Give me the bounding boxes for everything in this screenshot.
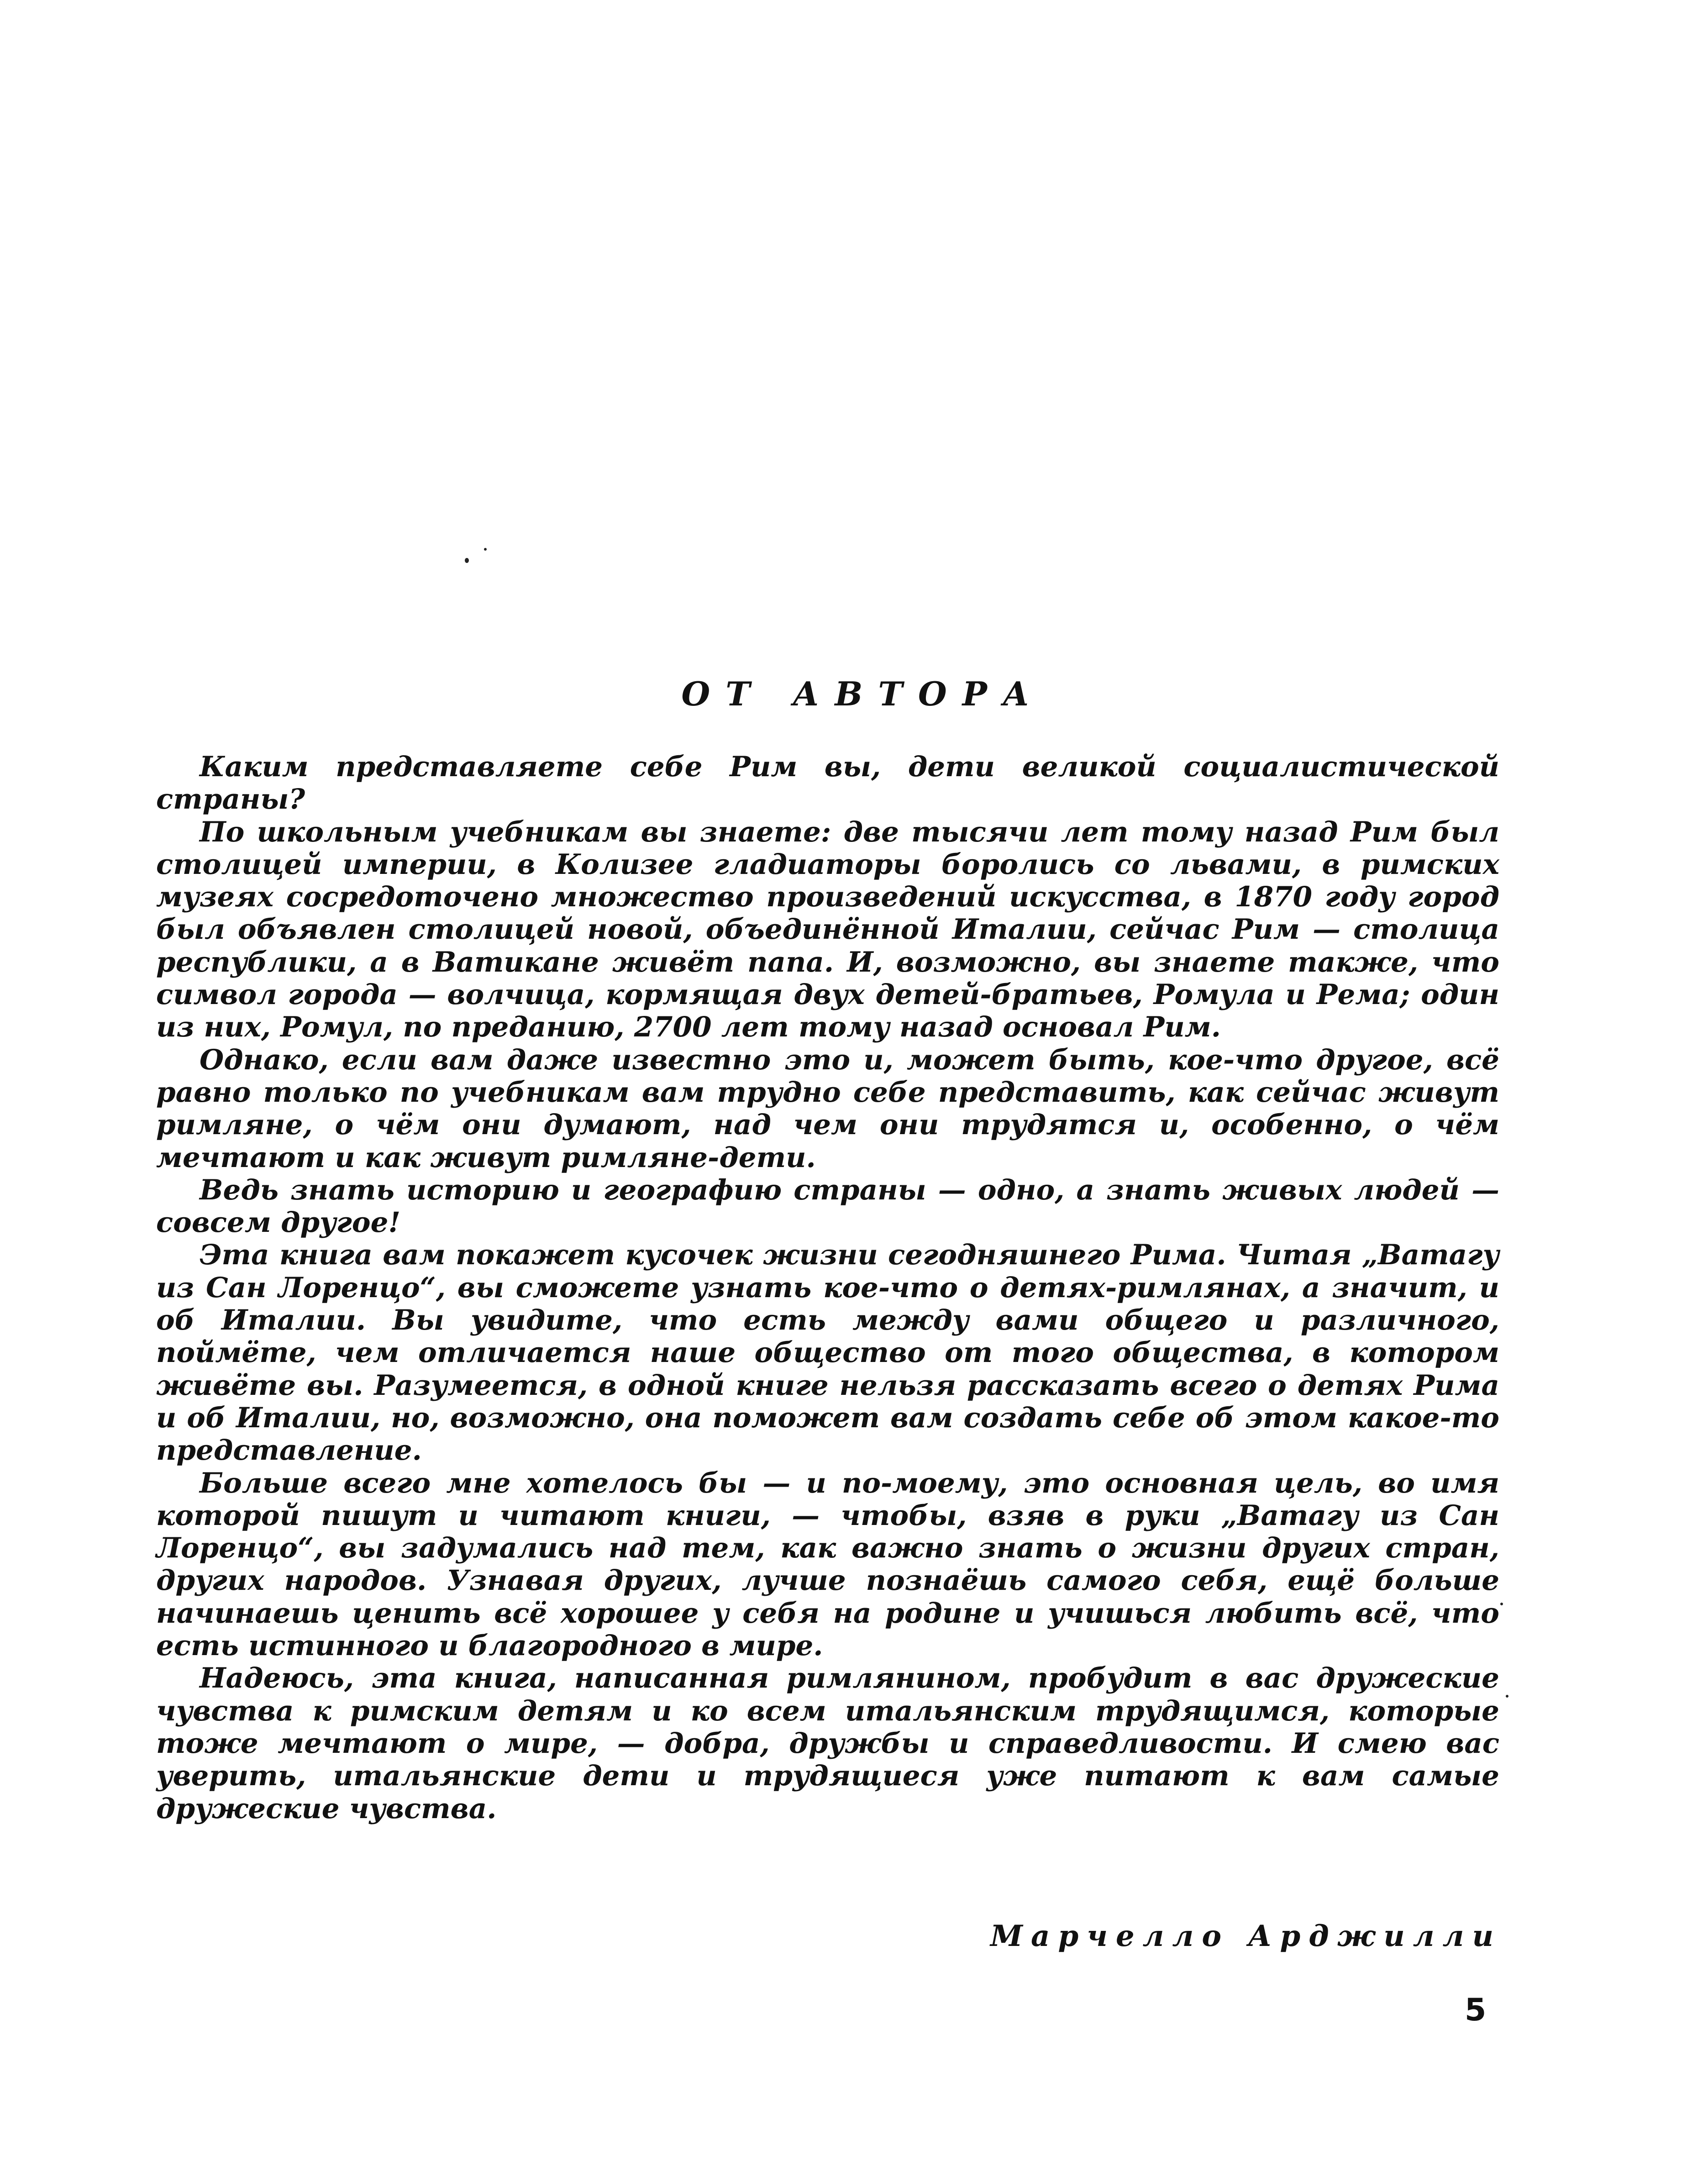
paragraph: Однако, если вам даже известно это и, может быть, кое-что другое, всё равно только по учебникам вам трудно себе представить, как сейчас живут римляне, о чём они думают, над чем они трудятся и, особенно, о чём мечтают и как живут римляне-дети. xyxy=(156,1043,1499,1174)
print-speck xyxy=(484,548,487,551)
page-number: 5 xyxy=(1465,1992,1487,2028)
paragraph: Надеюсь, эта книга, написанная римлянином, пробудит в вас дружеские чувства к римским детям и ко всем итальянским трудящимся, которые тоже мечтают о мире, — добра, дружбы и справедливости. И смею вас уверить, итальянские дети и трудящиеся уже питают к вам самые дружеские чувства. xyxy=(156,1662,1499,1825)
paragraph: Каким представляете себе Рим вы, дети великой социалистической страны? xyxy=(156,751,1499,816)
print-speck xyxy=(465,558,469,563)
section-title: ОТ АВТОРА xyxy=(681,674,1045,713)
foreword-text xyxy=(156,751,1499,1825)
print-speck xyxy=(1506,1695,1508,1698)
print-speck xyxy=(1500,1603,1503,1605)
author-signature: Марчелло Арджилли xyxy=(990,1919,1502,1953)
paragraph: По школьным учебникам вы знаете: две тысячи лет тому назад Рим был столицей империи, в Колизее гладиаторы боролись со львами, в римских музеях сосредоточено множество произведений искусства, в 1870 году город был объявлен столицей новой, объединённой Италии, сейчас Рим — столица республики, а в Ватикане живёт папа. И, возможно, вы знаете также, что символ города — волчица, кормящая двух детей-братьев, Ромула и Рема; один из них, Ромул, по преданию, 2700 лет тому назад основал Рим. xyxy=(156,815,1499,1044)
paragraph: Больше всего мне хотелось бы — и по-моему, это основная цель, во имя которой пишут и читают книги, — чтобы, взяв в руки „Ватагу из Сан Лоренцо“, вы задумались над тем, как важно знать о жизни других стран, других народов. Узнавая других, лучше познаёшь самого себя, ещё больше начинаешь ценить всё хорошее у себя на родине и учишься любить всё, что есть истинного и благородного в мире. xyxy=(156,1467,1499,1662)
paragraph: Эта книга вам покажет кусочек жизни сегодняшнего Рима. Читая „Ватагу из Сан Лоренцо“, вы сможете узнать кое-что о детях-римлянах, а значит, и об Италии. Вы увидите, что есть между вами общего и различного, поймёте, чем отличается наше общество от того общества, в котором живёте вы. Разумеется, в одной книге нельзя рассказать всего о детях Рима и об Италии, но, возможно, она поможет вам создать себе об этом какое-то представление. xyxy=(156,1239,1499,1467)
paragraph: Ведь знать историю и географию страны — одно, а знать живых людей — совсем другое! xyxy=(156,1173,1499,1239)
